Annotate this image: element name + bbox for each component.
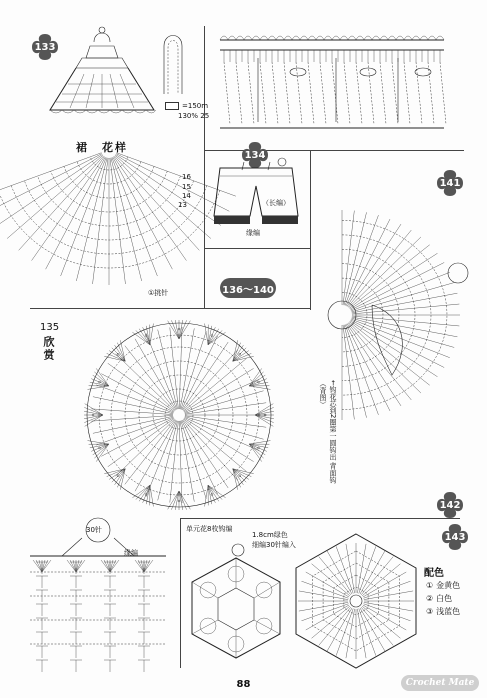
- badge-142-number: 142: [439, 499, 461, 511]
- page-number: 88: [236, 679, 251, 690]
- badge-136-140: [220, 278, 276, 298]
- color-legend-row-2: [426, 593, 452, 604]
- pattern-135-title: 欣赏: [42, 336, 55, 362]
- color-legend-name-2: 白色: [436, 594, 453, 603]
- color-legend-name-3: 浅蓝色: [436, 607, 461, 616]
- watermark-logo: Crochet Mate: [401, 675, 479, 691]
- pattern-143-note2: 细编30针编入: [252, 541, 296, 549]
- doily-chart-135: [82, 318, 276, 512]
- row-marker-15: 15: [182, 183, 191, 191]
- pants-edge-label: 缘编: [246, 229, 260, 237]
- color-legend-num-2: ②: [426, 594, 434, 603]
- color-legend-row-1: [426, 580, 460, 591]
- skirt-stitch-chart: [34, 150, 184, 290]
- divider-mid-h-right: [204, 248, 310, 249]
- row-marker-14: 14: [182, 192, 191, 200]
- hexagon-stitch-chart: [290, 530, 422, 670]
- pattern-135-number: 135: [40, 322, 60, 333]
- pants-illustration: [206, 158, 306, 234]
- border-strip-chart: [218, 32, 448, 138]
- hexagon-motif-illustration: [184, 540, 288, 660]
- apron-edge-label: 缘编: [124, 549, 138, 557]
- start-label: ①挑针: [148, 289, 169, 297]
- badge-141-number: 141: [439, 177, 461, 189]
- color-legend-num-3: ③: [426, 607, 434, 616]
- apron-ring-label: 30针: [86, 526, 102, 534]
- badge-136-140-number: 136～140: [222, 284, 274, 296]
- row-marker-13: 13: [178, 201, 187, 209]
- badge-133-number: 133: [34, 41, 56, 53]
- legend-note: 130% 25: [178, 112, 210, 120]
- skirt-pattern-title: 裙 花样: [76, 141, 128, 154]
- badge-141: [435, 168, 465, 198]
- color-legend-title: 配色: [424, 568, 444, 579]
- hanger-strap-diagram: [158, 28, 188, 98]
- divider-mid-h-left: [30, 308, 310, 309]
- dress-illustration: [42, 24, 162, 130]
- legend-value: =150m: [182, 102, 209, 110]
- apron-stitch-chart-142: [22, 516, 172, 676]
- row-marker-16: 16: [182, 173, 191, 181]
- color-legend-row-3: [426, 606, 460, 617]
- color-legend-num-1: ①: [426, 581, 434, 590]
- pants-long-label: （长编）: [262, 199, 290, 207]
- pattern-143-caption: 单元花8枚钩编: [186, 525, 233, 533]
- badge-142: [435, 490, 465, 520]
- color-legend-name-1: 金黄色: [436, 581, 461, 590]
- pattern-143-note1: 1.8cm绿色: [252, 531, 288, 539]
- vertical-note-141: ←钩花芯到2圈第一圆钩出 背面钩（背图）: [319, 380, 337, 484]
- badge-143: [440, 522, 470, 552]
- divider-right-v: [310, 150, 311, 310]
- badge-143-number: 143: [444, 531, 466, 543]
- legend-swatch: [165, 102, 179, 110]
- divider-mid-v: [204, 248, 205, 308]
- divider-bottom-h: [180, 518, 460, 519]
- divider-bottom-v: [180, 518, 181, 668]
- badge-134-number: 134: [244, 149, 266, 161]
